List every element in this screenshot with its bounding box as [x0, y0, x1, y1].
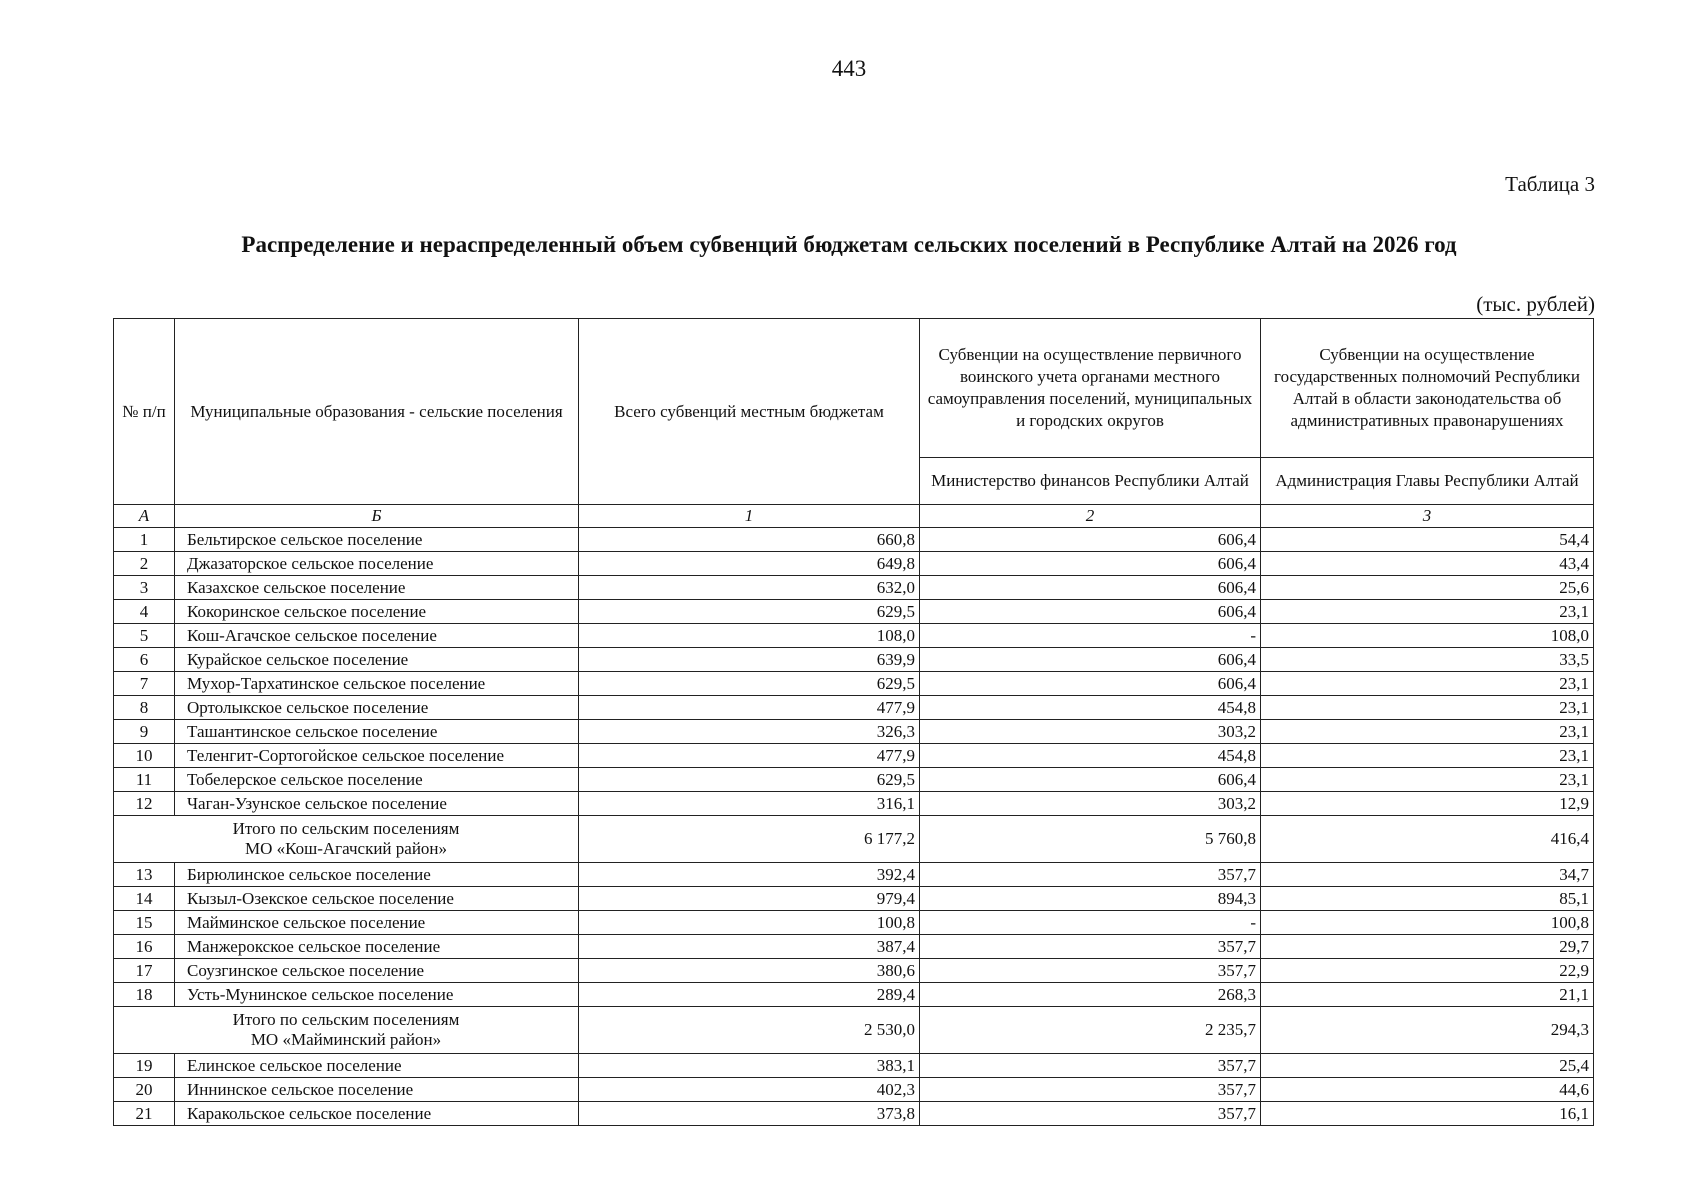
header-admin: Субвенции на осуществление государственных полномочий Республики Алтай в области законодательства об административных правонарушениях: [1261, 319, 1594, 458]
row-military: 606,4: [920, 552, 1261, 576]
row-total: 629,5: [579, 672, 920, 696]
row-municipality: Ташантинское сельское поселение: [175, 720, 579, 744]
row-admin: 33,5: [1261, 648, 1594, 672]
total-row: [114, 816, 1594, 863]
row-number: 11: [114, 768, 175, 792]
header-num: № п/п: [114, 319, 175, 505]
column-index: 3: [1261, 505, 1594, 528]
row-admin: 23,1: [1261, 720, 1594, 744]
row-military: 454,8: [920, 696, 1261, 720]
row-total: 380,6: [579, 959, 920, 983]
row-total: 629,5: [579, 768, 920, 792]
table-row: [114, 792, 1594, 816]
row-military: 2 235,7: [920, 1007, 1261, 1054]
row-municipality: Кош-Агачское сельское поселение: [175, 624, 579, 648]
row-admin: 21,1: [1261, 983, 1594, 1007]
row-military: 894,3: [920, 887, 1261, 911]
row-municipality: Джазаторское сельское поселение: [175, 552, 579, 576]
table-row: [114, 1102, 1594, 1126]
row-municipality: Иннинское сельское поселение: [175, 1078, 579, 1102]
row-admin: 23,1: [1261, 672, 1594, 696]
page-number: 443: [831, 56, 867, 81]
row-military: 268,3: [920, 983, 1261, 1007]
row-admin: 23,1: [1261, 696, 1594, 720]
table-row: [114, 672, 1594, 696]
row-municipality: Ортолыкское сельское поселение: [175, 696, 579, 720]
units-label: (тыс. рублей): [1476, 292, 1595, 316]
row-admin: 416,4: [1261, 816, 1594, 863]
row-municipality: Мухор-Тархатинское сельское поселение: [175, 672, 579, 696]
row-military: -: [920, 624, 1261, 648]
row-admin: 29,7: [1261, 935, 1594, 959]
row-military: 357,7: [920, 1078, 1261, 1102]
table-row: [114, 935, 1594, 959]
row-total: 660,8: [579, 528, 920, 552]
row-admin: 100,8: [1261, 911, 1594, 935]
row-admin: 16,1: [1261, 1102, 1594, 1126]
table-row: [114, 983, 1594, 1007]
row-number: 2: [114, 552, 175, 576]
total-label-line: МО «Кош-Агачский район»: [244, 839, 448, 858]
row-municipality: Усть-Мунинское сельское поселение: [175, 983, 579, 1007]
row-military: 606,4: [920, 576, 1261, 600]
row-military: -: [920, 911, 1261, 935]
table-row: [114, 768, 1594, 792]
row-municipality: Елинское сельское поселение: [175, 1054, 579, 1078]
row-municipality: Бельтирское сельское поселение: [175, 528, 579, 552]
row-admin: 23,1: [1261, 744, 1594, 768]
row-municipality: Каракольское сельское поселение: [175, 1102, 579, 1126]
row-number: 14: [114, 887, 175, 911]
row-municipality: Кокоринское сельское поселение: [175, 600, 579, 624]
subventions-table: [113, 318, 1594, 1126]
row-municipality: Чаган-Узунское сельское поселение: [175, 792, 579, 816]
row-total: 387,4: [579, 935, 920, 959]
row-military: 606,4: [920, 600, 1261, 624]
row-military: 606,4: [920, 528, 1261, 552]
row-municipality: Казахское сельское поселение: [175, 576, 579, 600]
row-military: 606,4: [920, 768, 1261, 792]
column-index: А: [114, 505, 175, 528]
total-label-line: Итого по сельским поселениям: [232, 1010, 460, 1029]
table-label: Таблица 3: [1505, 172, 1595, 196]
row-municipality: Манжерокское сельское поселение: [175, 935, 579, 959]
row-total: 6 177,2: [579, 816, 920, 863]
row-total: 477,9: [579, 744, 920, 768]
table-row: [114, 624, 1594, 648]
row-total: 392,4: [579, 863, 920, 887]
row-total: 2 530,0: [579, 1007, 920, 1054]
header-total: Всего субвенций местным бюджетам: [579, 319, 920, 505]
row-military: 5 760,8: [920, 816, 1261, 863]
row-admin: 25,4: [1261, 1054, 1594, 1078]
row-number: 10: [114, 744, 175, 768]
table-row: [114, 648, 1594, 672]
row-total: 326,3: [579, 720, 920, 744]
row-number: 6: [114, 648, 175, 672]
total-label: [114, 816, 579, 863]
table-row: [114, 528, 1594, 552]
row-municipality: Соузгинское сельское поселение: [175, 959, 579, 983]
row-municipality: Теленгит-Сортогойское сельское поселение: [175, 744, 579, 768]
row-municipality: Кызыл-Озекское сельское поселение: [175, 887, 579, 911]
row-total: 402,3: [579, 1078, 920, 1102]
row-number: 7: [114, 672, 175, 696]
row-military: 357,7: [920, 1054, 1261, 1078]
row-admin: 34,7: [1261, 863, 1594, 887]
total-label: [114, 1007, 579, 1054]
row-military: 357,7: [920, 1102, 1261, 1126]
row-number: 13: [114, 863, 175, 887]
table-row: [114, 911, 1594, 935]
row-admin: 294,3: [1261, 1007, 1594, 1054]
row-admin: 12,9: [1261, 792, 1594, 816]
row-admin: 54,4: [1261, 528, 1594, 552]
row-municipality: Тобелерское сельское поселение: [175, 768, 579, 792]
row-military: 357,7: [920, 959, 1261, 983]
table-row: [114, 600, 1594, 624]
row-number: 9: [114, 720, 175, 744]
row-number: 19: [114, 1054, 175, 1078]
row-municipality: Курайское сельское поселение: [175, 648, 579, 672]
row-total: 316,1: [579, 792, 920, 816]
row-total: 649,8: [579, 552, 920, 576]
total-label-line: МО «Майминский район»: [250, 1030, 442, 1049]
row-admin: 108,0: [1261, 624, 1594, 648]
row-admin: 43,4: [1261, 552, 1594, 576]
row-total: 383,1: [579, 1054, 920, 1078]
row-admin: 25,6: [1261, 576, 1594, 600]
table-row: [114, 959, 1594, 983]
row-number: 20: [114, 1078, 175, 1102]
table-row: [114, 887, 1594, 911]
document-title: Распределение и нераспределенный объем субвенций бюджетам сельских поселений в Республике Алтай на 2026 год: [241, 232, 1457, 257]
row-military: 454,8: [920, 744, 1261, 768]
table-row: [114, 863, 1594, 887]
row-number: 4: [114, 600, 175, 624]
table-row: [114, 696, 1594, 720]
row-number: 12: [114, 792, 175, 816]
row-admin: 44,6: [1261, 1078, 1594, 1102]
row-number: 1: [114, 528, 175, 552]
row-military: 303,2: [920, 720, 1261, 744]
row-total: 289,4: [579, 983, 920, 1007]
row-total: 108,0: [579, 624, 920, 648]
table-row: [114, 1078, 1594, 1102]
table-row: [114, 552, 1594, 576]
row-military: 303,2: [920, 792, 1261, 816]
row-number: 16: [114, 935, 175, 959]
row-number: 8: [114, 696, 175, 720]
column-index: Б: [175, 505, 579, 528]
total-label-line: Итого по сельским поселениям: [232, 819, 460, 838]
row-admin: 22,9: [1261, 959, 1594, 983]
row-total: 632,0: [579, 576, 920, 600]
header-military: Субвенции на осуществление первичного воинского учета органами местного самоуправления поселений, муниципальных и городских округов: [920, 319, 1261, 458]
column-index-row: [114, 505, 1594, 528]
row-total: 979,4: [579, 887, 920, 911]
row-number: 5: [114, 624, 175, 648]
row-total: 100,8: [579, 911, 920, 935]
total-row: [114, 1007, 1594, 1054]
row-municipality: Бирюлинское сельское поселение: [175, 863, 579, 887]
row-admin: 23,1: [1261, 600, 1594, 624]
row-number: 3: [114, 576, 175, 600]
row-military: 606,4: [920, 648, 1261, 672]
header-admin-org: Администрация Главы Республики Алтай: [1261, 458, 1594, 505]
row-admin: 85,1: [1261, 887, 1594, 911]
row-total: 639,9: [579, 648, 920, 672]
row-military: 357,7: [920, 863, 1261, 887]
table-row: [114, 720, 1594, 744]
table-row: [114, 1054, 1594, 1078]
header-municipality: Муниципальные образования - сельские поселения: [175, 319, 579, 505]
row-number: 15: [114, 911, 175, 935]
row-military: 606,4: [920, 672, 1261, 696]
column-index: 2: [920, 505, 1261, 528]
row-admin: 23,1: [1261, 768, 1594, 792]
row-total: 477,9: [579, 696, 920, 720]
row-municipality: Майминское сельское поселение: [175, 911, 579, 935]
row-military: 357,7: [920, 935, 1261, 959]
table-row: [114, 744, 1594, 768]
row-number: 17: [114, 959, 175, 983]
table-row: [114, 576, 1594, 600]
header-military-org: Министерство финансов Республики Алтай: [920, 458, 1261, 505]
column-index: 1: [579, 505, 920, 528]
row-number: 18: [114, 983, 175, 1007]
row-total: 373,8: [579, 1102, 920, 1126]
row-total: 629,5: [579, 600, 920, 624]
row-number: 21: [114, 1102, 175, 1126]
